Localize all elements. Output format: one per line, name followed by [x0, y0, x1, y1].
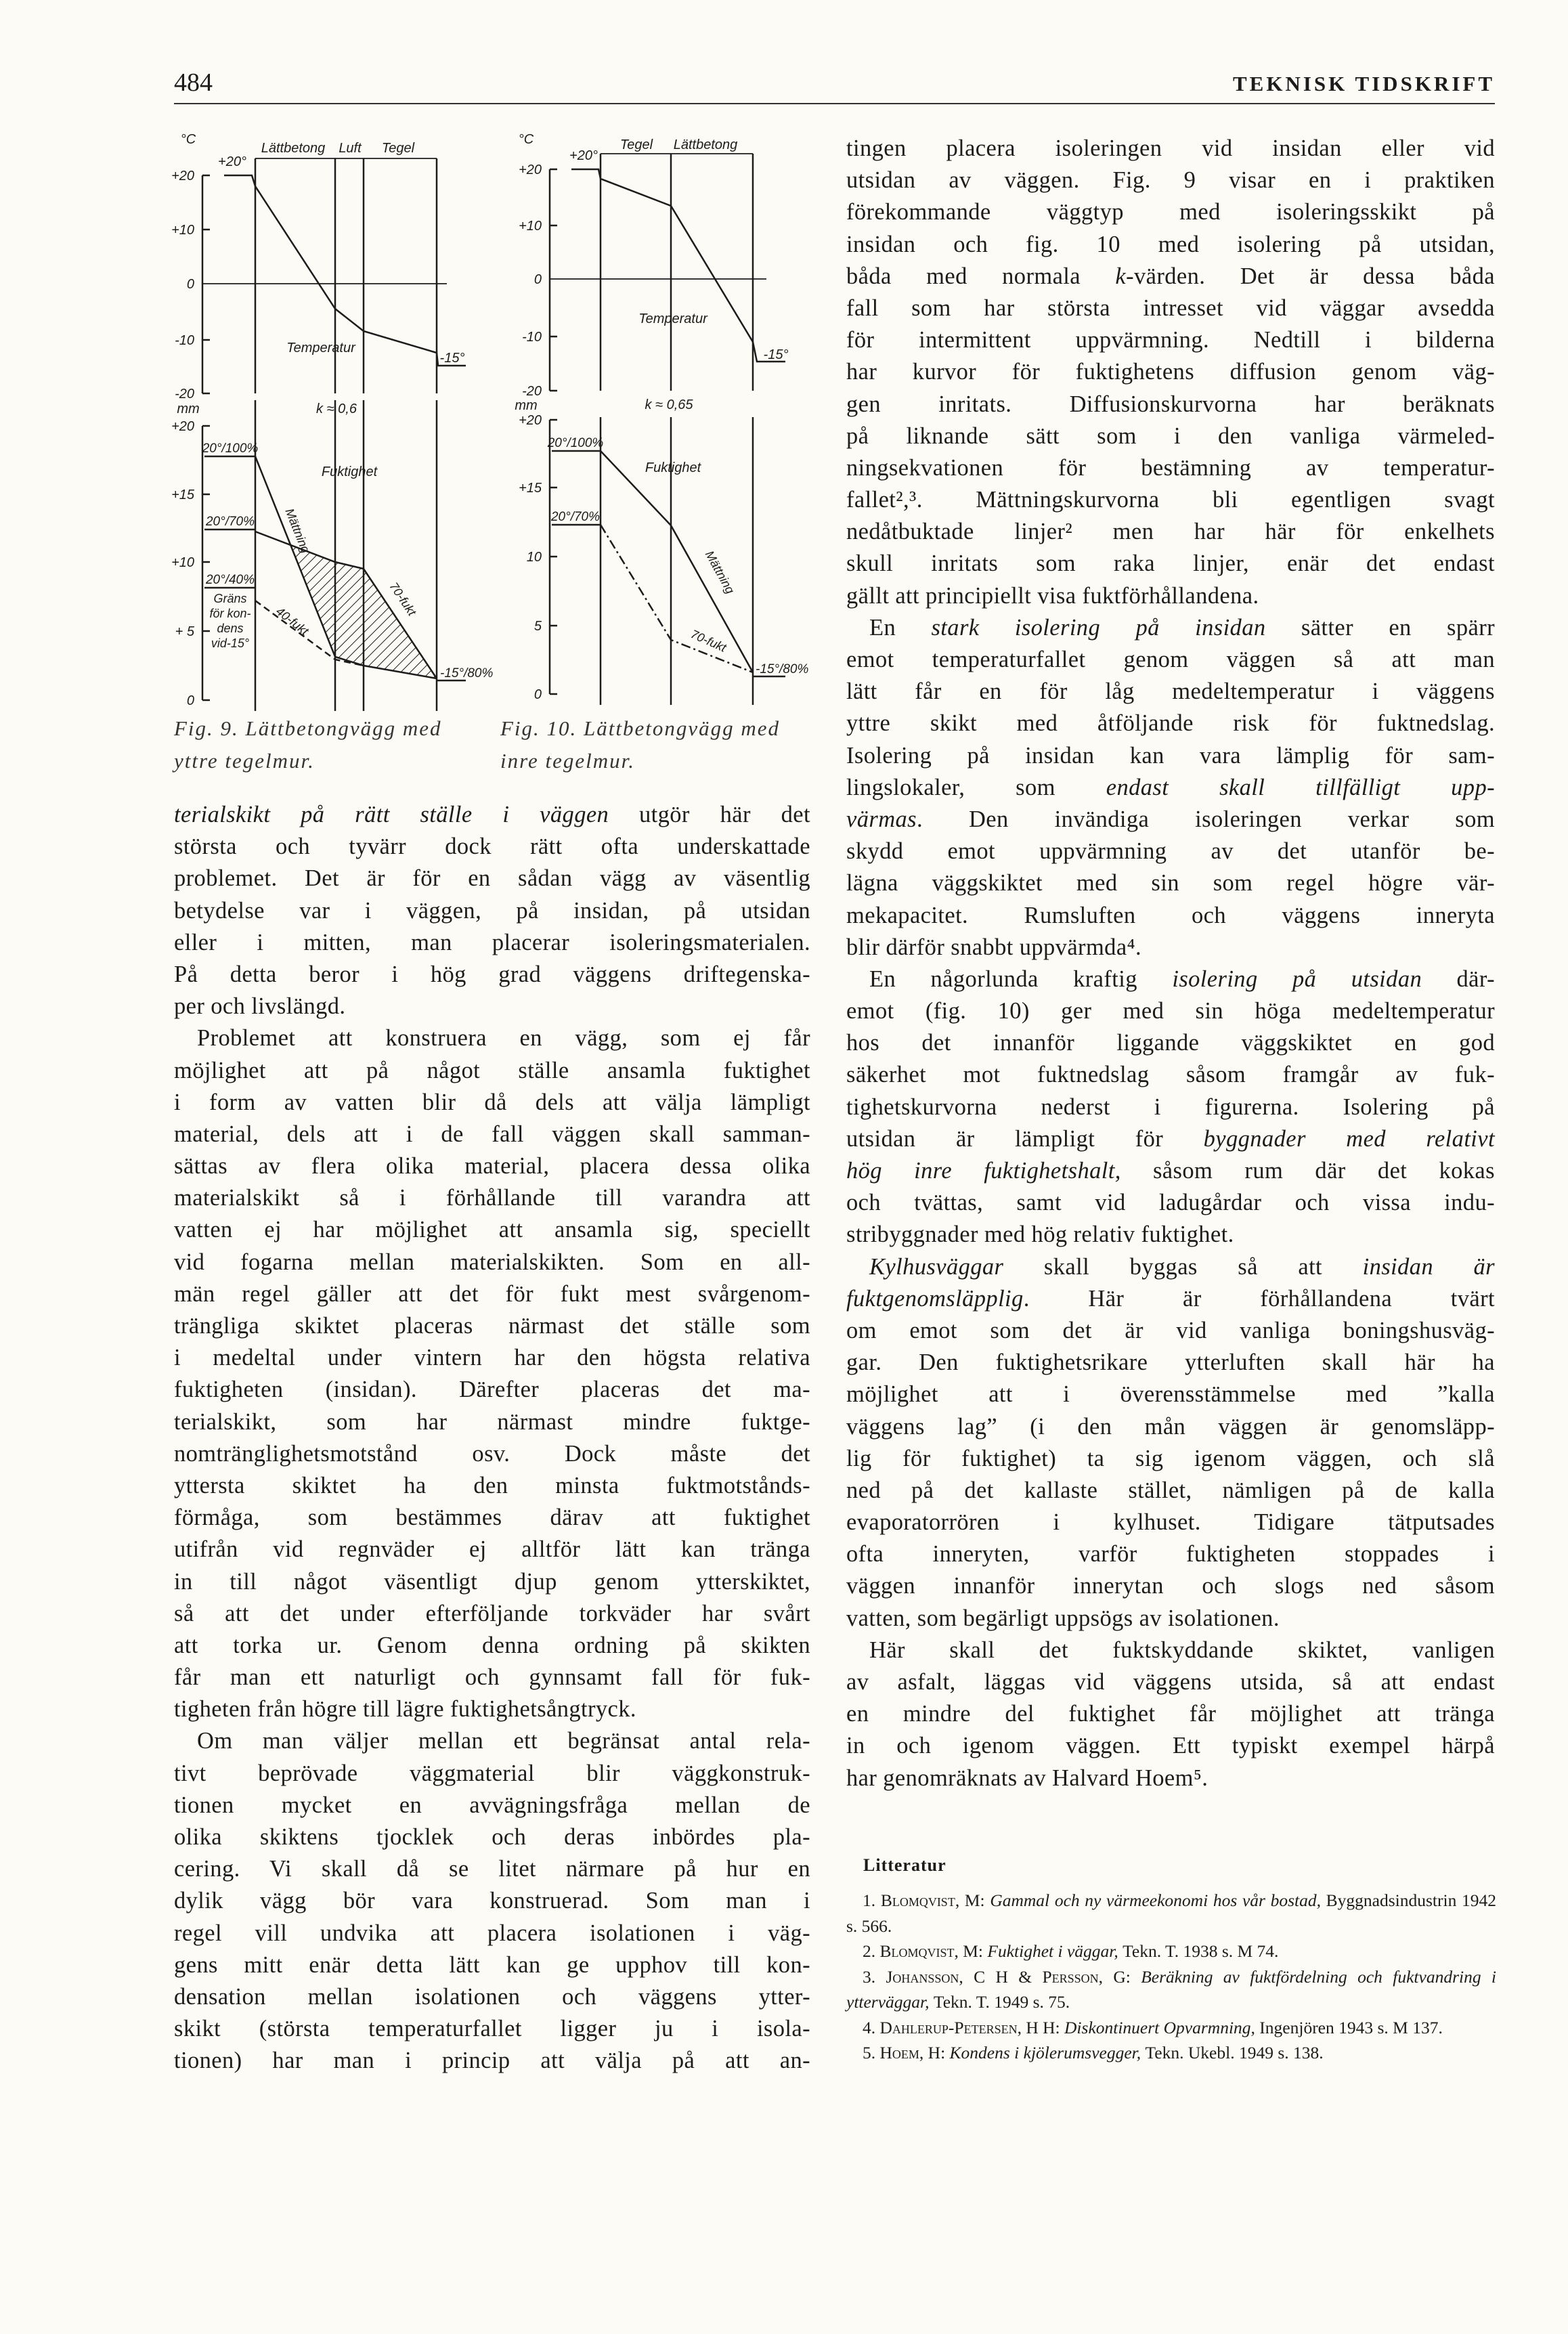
reference-num: 1. [863, 1890, 881, 1910]
text: emot (fig. 10) ger med sin höga medeltemperatur [846, 998, 1495, 1024]
italic-text: stark isolering på insidan [931, 614, 1266, 641]
text: tingen placera isoleringen vid insidan eller vid [846, 135, 1495, 161]
text: säkerhet mot fuktnedslag såsom framgår av fuk- [846, 1062, 1495, 1088]
text: regel vill undvika att placera isolationen i väg- [174, 1920, 810, 1946]
fig10-tick: 0 [533, 272, 542, 287]
reference-au: Johansson, C H & Persson, G: [886, 1966, 1141, 1987]
fig10-tick: 10 [526, 550, 542, 565]
fig9-moisture-label: Fuktighet [321, 464, 378, 479]
text-line [174, 863, 810, 894]
text: tighetskurvorna nederst i figurerna. Isolering på [846, 1094, 1495, 1120]
text: ningsekvationen för bestämning av temperatur- [846, 454, 1495, 481]
text: tionen mycket en avvägningsfråga mellan de [174, 1792, 810, 1818]
fig9-outside-temp: -15° [439, 351, 465, 366]
text: gar. Den fuktighetsrikare ytterluften skall här ha [846, 1349, 1495, 1376]
text-line [846, 1443, 1495, 1475]
text: ned på det kallaste stället, nämligen på de kalla [846, 1477, 1495, 1503]
text-line [846, 293, 1495, 324]
caption-line: Fig. 10. Lättbetongvägg med [500, 716, 781, 740]
text-line [174, 1534, 810, 1565]
text-line [174, 1790, 810, 1821]
fig9-limit-note: dens [217, 622, 244, 635]
text-line [174, 959, 810, 991]
text-line [846, 1603, 1495, 1635]
text-line [846, 1347, 1495, 1379]
fig9-level-label: 20°/40% [205, 573, 255, 587]
reference-ti: Gammal och ny värmeekonomi hos vår bostad, [990, 1890, 1326, 1910]
text: utifrån vid regnväder ej alltför lätt kan tränga [174, 1536, 810, 1563]
text: in till något väsentligt djup genom ytterskiktet, [174, 1568, 810, 1595]
text-line [846, 1059, 1495, 1091]
text-line [174, 1406, 810, 1438]
text: eller i mitten, man placerar isoleringsmaterialen. [174, 929, 810, 955]
literature-heading: Litteratur [863, 1855, 946, 1875]
text: gens mitt enär detta lätt kan ge upphov till kon- [174, 1951, 810, 1978]
text-line [846, 612, 1495, 644]
text: cering. Vi skall då se litet närmare på hur en [174, 1856, 810, 1882]
reference-num: 3. [863, 1966, 886, 1987]
reference-item [846, 1939, 1496, 1964]
text-line [846, 1730, 1495, 1762]
text: lig för fuktighet) ta sig igenom väggen, och slå [846, 1445, 1495, 1471]
fig9-caption [174, 712, 442, 777]
text-line [846, 708, 1495, 739]
italic-text: k [1115, 263, 1127, 289]
text-line [846, 420, 1495, 452]
reference-ti: Beräkning av fuktfördelning och fuktvandring i ytterväggar, [846, 1966, 1497, 2012]
text-line [174, 1693, 810, 1725]
text-line [846, 196, 1495, 228]
text: skall byggas så att [1003, 1253, 1363, 1280]
text-line [846, 1155, 1495, 1187]
text: en mindre del fuktighet får möjlighet att tränga [846, 1701, 1495, 1727]
text-line [174, 1470, 810, 1502]
text: förekommande väggtyp med isoleringsskikt på [846, 199, 1495, 225]
fig10-tick: +20 [519, 163, 542, 177]
italic-text: värmas [846, 806, 917, 832]
text: tionen) har man i princip att välja på att an- [174, 2048, 810, 2074]
text-line [174, 1758, 810, 1790]
text: får man ett naturligt och gynnsamt fall för fuk- [174, 1664, 810, 1691]
reference-au: Blomqvist, M: [879, 1941, 988, 1961]
text-line [846, 580, 1495, 612]
text-line [174, 991, 810, 1022]
text: En någorlunda kraftig [869, 966, 1173, 992]
text: materialskikt så i förhållande till varandra att [174, 1185, 810, 1211]
caption-line: Fig. 9. Lättbetongvägg med [174, 716, 442, 740]
text: På detta beror i hög grad väggens driftegenska- [174, 961, 810, 987]
fig9-temperature-curve [224, 175, 466, 366]
text: vatten ej har möjlighet att ansamla sig, speciellt [174, 1217, 810, 1243]
text-line [174, 1247, 810, 1278]
text-line [846, 1379, 1495, 1410]
text-line [846, 484, 1495, 516]
fig9-70-label: 70-fukt [387, 580, 419, 619]
fig9-unit-top: °C [180, 132, 196, 147]
text-line [174, 1310, 810, 1342]
text-line [174, 1087, 810, 1119]
text-line [846, 1666, 1495, 1698]
reference-item [846, 2015, 1496, 2041]
text-line [846, 1092, 1495, 1123]
text-line [174, 1821, 810, 1853]
text: största och tyvärr dock rätt ofta underskattade [174, 834, 810, 860]
text-line [846, 1635, 1495, 1666]
text: Isolering på insidan kan vara lämplig för sam- [846, 742, 1495, 769]
journal-title: TEKNISK TIDSKRIFT [1232, 72, 1495, 95]
text-line [174, 1566, 810, 1598]
text: förmåga, som bestämmes därav att fuktighet [174, 1505, 810, 1531]
text-line [174, 1949, 810, 1981]
text: material, dels att i de fall väggen skall samman- [174, 1121, 810, 1147]
text-line [846, 452, 1495, 484]
text: män regel gäller att det för fukt mest svårgenom- [174, 1280, 810, 1307]
text: terialskikt, som har närmast mindre fuktge- [174, 1408, 810, 1435]
right-column-text [846, 133, 1495, 1794]
reference-num: 4. [863, 2017, 880, 2037]
fig10-tick: 0 [533, 687, 542, 702]
text: mekapacitet. Rumsluften och väggens inneryta [846, 902, 1495, 928]
text: gällt att principiellt visa fuktförhållandena. [846, 582, 1259, 609]
fig9-tick: -10 [175, 333, 194, 348]
text: utsidan är lämpligt för [846, 1125, 1204, 1152]
text-line [174, 1981, 810, 2013]
fig10-tick: -20 [522, 384, 542, 399]
text: på liknande sätt som i den vanliga värmeled- [846, 423, 1495, 449]
text: lätt får en för låg medeltemperatur i väggens [846, 678, 1495, 705]
text: lingslokaler, som [846, 774, 1106, 800]
italic-text: byggnader med relativt [1203, 1125, 1495, 1152]
reference-rest: Tekn. T. 1949 s. 75. [933, 1992, 1070, 2012]
text: där- [1422, 966, 1495, 992]
text-line [846, 133, 1495, 165]
italic-text: endast skall tillfälligt upp- [1106, 774, 1495, 800]
text-line [174, 1885, 810, 1917]
caption-line: yttre tegelmur. [174, 749, 315, 773]
fig9-tick: +15 [171, 488, 194, 502]
fig9-layer-label: Lättbetong [261, 141, 326, 156]
text-line [174, 831, 810, 863]
text-line [846, 1283, 1495, 1315]
reference-au: Dahlerup-Petersen, H H: [879, 2017, 1065, 2037]
text-line [846, 1251, 1495, 1283]
text-line [174, 1150, 810, 1182]
text-line [846, 836, 1495, 867]
text: blir därför snabbt uppvärmda⁴. [846, 934, 1141, 960]
fig10-tick: +15 [519, 481, 542, 496]
fig10-k-value: k ≈ 0,65 [645, 397, 693, 412]
fig10-labels [515, 132, 808, 702]
reference-au: Blomqvist, M: [880, 1890, 990, 1910]
text-line [846, 1123, 1495, 1155]
text-line [846, 644, 1495, 676]
italic-text: Kylhusväggar [869, 1253, 1004, 1280]
fig9-tick: +20 [171, 419, 194, 434]
text-line [846, 932, 1495, 964]
text: såsom rum där det kokas [1120, 1158, 1495, 1184]
fig9-tick: -20 [175, 387, 194, 402]
reference-ti: Diskontinuert Opvarmning, [1064, 2017, 1260, 2037]
text: fallet²,³. Mättningskurvorna bli egentligen svagt [846, 487, 1495, 513]
text: betydelse var i väggen, på insidan, på utsidan [174, 897, 810, 924]
reference-au: Hoem, H: [879, 2043, 950, 2062]
reference-num: 5. [863, 2043, 880, 2062]
fig9-level-label: 20°/100% [202, 441, 259, 456]
text: yttersta skiktet ha den minsta fuktmotstånds- [174, 1472, 810, 1498]
text: för intermittent uppvärmning. Nedtill i bilderna [846, 327, 1495, 353]
text-line [846, 676, 1495, 708]
fig9-tick: +10 [171, 555, 194, 570]
text-line [846, 740, 1495, 772]
text: . Den invändiga isoleringen verkar som [916, 806, 1495, 832]
text: En [869, 614, 932, 641]
text-line [174, 1502, 810, 1534]
text-line [846, 1315, 1495, 1347]
text-line [846, 548, 1495, 580]
text-line [846, 389, 1495, 420]
text: lägna väggskiktet med sin som regel högre vär- [846, 870, 1495, 896]
fig10-70-label: 70-fukt [689, 627, 728, 655]
text-line [846, 165, 1495, 196]
reference-ti: Kondens i kjölerumsvegger, [949, 2043, 1146, 2062]
fig10-temperature-label: Temperatur [638, 311, 707, 326]
text: trängliga skiktet placeras närmast det ställe som [174, 1313, 810, 1339]
text-line [174, 1918, 810, 1949]
fig10-unit-top: °C [518, 132, 534, 147]
text-line [174, 927, 810, 959]
text: vatten, som begärligt uppsögs av isolationen. [846, 1605, 1280, 1631]
text: väggen innanför innerytan och slogs ned såsom [846, 1573, 1495, 1599]
text-line [846, 324, 1495, 356]
text-line [174, 799, 810, 831]
caption-line: inre tegelmur. [500, 749, 636, 773]
text: densation mellan isolationen och väggens ytter- [174, 1983, 810, 2010]
fig10-inside-temp: +20° [569, 148, 598, 163]
text: per och livslängd. [174, 993, 346, 1020]
text-line [174, 1725, 810, 1757]
italic-text: fuktgenomsläpplig [846, 1285, 1024, 1312]
text: ofta inneryten, varför fuktigheten stoppades i [846, 1541, 1495, 1568]
text: olika skiktens tjocklek och deras inbördes pla- [174, 1824, 810, 1850]
text: tivt beprövade väggmaterial blir väggkonstruk- [174, 1760, 810, 1786]
italic-text: terialskikt på rätt ställe i väggen [174, 802, 609, 827]
reference-rest: Tekn. Ukebl. 1949 s. 138. [1145, 2043, 1324, 2062]
reference-num: 2. [863, 1941, 880, 1961]
fig9-40-label: 40-fukt [273, 604, 311, 639]
text: att torka ur. Genom denna ordning på skikten [174, 1632, 810, 1658]
text: om emot som det är vid vanliga boningshusväg- [846, 1317, 1495, 1343]
text-line [846, 1763, 1495, 1794]
fig10-level-label: 20°/70% [550, 510, 601, 524]
fig9-k-value: k ≈ 0,6 [316, 402, 357, 416]
text-line [174, 1119, 810, 1150]
left-column-text [174, 799, 810, 2077]
text: in och igenom väggen. Ett typiskt exempel härpå [846, 1733, 1495, 1759]
fig9-tick: 0 [186, 693, 194, 708]
fig10-70-curve [601, 525, 753, 672]
text: insidan och fig. 10 med isolering på utsidan, [846, 231, 1495, 257]
reference-item [846, 2040, 1496, 2066]
text-line [846, 1475, 1495, 1507]
fig10-layer-label: Tegel [619, 137, 653, 152]
text-line [174, 1662, 810, 1693]
text-line [846, 867, 1495, 899]
text-line [174, 1055, 810, 1087]
fig10-diagram [550, 154, 785, 705]
fig9-inside-temp: +20° [218, 154, 246, 169]
text-line [174, 1438, 810, 1470]
fig9-tick: + 5 [175, 624, 194, 639]
italic-text: insidan är [1362, 1253, 1495, 1280]
text-line [174, 1022, 810, 1054]
text: båda med normala [846, 263, 1116, 289]
reference-rest: Tekn. T. 1938 s. M 74. [1123, 1941, 1279, 1961]
fig9-tick: +20 [171, 169, 194, 183]
fig9-limit-note: för kon- [209, 607, 251, 620]
text-line [846, 772, 1495, 804]
text: utsidan av väggen. Fig. 9 visar en i praktiken [846, 167, 1495, 194]
text-line [846, 1570, 1495, 1602]
fig9-saturation-label: Mättning [282, 506, 313, 555]
text: tigheten från högre till lägre fuktighetsångtryck. [174, 1696, 636, 1723]
fig10-layer-label: Lättbetong [673, 137, 738, 152]
text: utgör här det [609, 802, 810, 827]
text: stribyggnader med hög relativ fuktighet. [846, 1222, 1234, 1248]
text: fall som har största intresset vid väggar avsedda [846, 295, 1495, 321]
text: vid fogarna mellan materialskikten. Som en all- [174, 1249, 810, 1275]
text-line [174, 1853, 810, 1885]
fig9-unit-bottom: mm [177, 402, 200, 416]
fig9-temperature-label: Temperatur [286, 341, 355, 355]
text: Problemet att konstruera en vägg, som ej får [197, 1025, 810, 1052]
text: hos det innanför liggande väggskiktet en god [846, 1030, 1495, 1056]
page-number: 484 [174, 68, 213, 97]
text: skull inritats som raka linjer, enär det endast [846, 550, 1495, 577]
fig9-layer-label: Tegel [381, 141, 415, 156]
fig9-layer-label: Luft [339, 141, 362, 156]
text-line [174, 1342, 810, 1374]
text: -värden. Det är dessa båda [1126, 263, 1495, 289]
italic-text: isolering på utsidan [1172, 966, 1422, 992]
fig10-moisture-label: Fuktighet [645, 460, 701, 475]
text: i medeltal under vintern har den högsta relativa [174, 1345, 810, 1371]
text-line [174, 2013, 810, 2045]
text-line [846, 900, 1495, 932]
text-line [174, 1630, 810, 1662]
fig10-unit-bottom: mm [515, 398, 538, 413]
reference-ti: Fuktighet i väggar, [987, 1941, 1123, 1961]
text-line [846, 1538, 1495, 1570]
fig9-level-label: 20°/70% [205, 515, 255, 529]
text: gen inritats. Diffusionskurvorna har beräknats [846, 391, 1495, 417]
fig9-outside-moisture: -15°/80% [440, 666, 494, 680]
text: fuktigheten (insidan). Därefter placeras det ma- [174, 1377, 810, 1403]
text: skikt (största temperaturfallet ligger ju i isola- [174, 2016, 810, 2042]
fig10-outside-moisture: -15°/80% [756, 662, 809, 676]
fig9-tick: +10 [171, 223, 194, 238]
text-line [846, 1411, 1495, 1443]
text-line [174, 1278, 810, 1310]
text: sättas av flera olika material, placera dessa olika [174, 1153, 810, 1180]
text: nomtränglighetsmotstånd osv. Dock måste det [174, 1440, 810, 1467]
text: och tvättas, samt vid ladugårdar och vissa indu- [846, 1190, 1495, 1216]
fig10-tick: +20 [519, 413, 542, 428]
fig10-caption [500, 712, 780, 777]
fig10-level-label: 20°/100% [547, 436, 604, 450]
text-line [846, 516, 1495, 548]
text-line [174, 1598, 810, 1630]
reference-item [846, 1964, 1496, 2015]
text: yttre skikt med åtföljande risk för fuktnedslag. [846, 710, 1495, 737]
fig10-tick: -10 [522, 330, 542, 345]
fig10-saturation-label: Mättning [702, 548, 737, 597]
fig10-tick: +10 [519, 219, 542, 234]
reference-rest: Ingenjören 1943 s. M 137. [1259, 2017, 1443, 2037]
fig9-limit-note: vid-15° [211, 636, 250, 650]
text: . Här är förhållandena tvärt [1023, 1285, 1495, 1312]
text: emot temperaturfallet genom väggen så att man [846, 647, 1495, 672]
reference-item [846, 1888, 1496, 1939]
text: dylik vägg bör vara konstruerad. Som man i [174, 1888, 810, 1914]
text: möjlighet att på något ställe ansamla fuktighet [174, 1057, 810, 1083]
text-line [846, 995, 1495, 1027]
text: problemet. Det är för en sådan vägg av väsentlig [174, 865, 810, 892]
reference-rest: Byggnadsindustrin 1942 s. 566. [846, 1890, 1497, 1936]
text-line [846, 1219, 1495, 1251]
text: Här skall det fuktskyddande skiktet, vanligen [869, 1637, 1495, 1663]
text: har kurvor för fuktighetens diffusion genom väg- [846, 359, 1495, 385]
text: skydd emot uppvärmning av det utanför be- [846, 838, 1495, 865]
text-line [174, 1374, 810, 1406]
text-line [174, 1182, 810, 1214]
text: evaporatorrören i kylhuset. Tidigare tätputsades [846, 1509, 1495, 1536]
fig9-tick: 0 [186, 277, 194, 292]
text-line [846, 1698, 1495, 1730]
fig9-limit-note: Gräns [213, 592, 247, 605]
text: av asfalt, läggas vid väggens utsida, så att endast [846, 1669, 1495, 1695]
text: nedåtbuktade linjer² men har här för enkelhets [846, 519, 1495, 545]
text: Om man väljer mellan ett begränsat antal rela- [197, 1728, 810, 1754]
text: har genomräknats av Halvard Hoem⁵. [846, 1765, 1208, 1791]
text: möjlighet att i överensstämmelse med ”kalla [846, 1381, 1495, 1408]
text-line [846, 229, 1495, 261]
text-line [846, 356, 1495, 388]
text: så att det under efterföljande torkväder har svårt [174, 1600, 810, 1626]
text-line [846, 1027, 1495, 1059]
fig10-tick: 5 [533, 619, 542, 634]
text: sätter en spärr [1265, 614, 1496, 641]
text-line [846, 964, 1495, 995]
text: väggens lag” (i den mån väggen är genomsläpp- [846, 1413, 1495, 1440]
text-line [846, 804, 1495, 836]
text-line [174, 2045, 810, 2077]
text-line [174, 1214, 810, 1246]
italic-text: hög inre fuktighetshalt, [846, 1158, 1121, 1184]
reference-list [846, 1888, 1496, 2066]
text-line [846, 1507, 1495, 1538]
fig10-outside-temp: -15° [763, 347, 789, 362]
text-line [846, 1187, 1495, 1219]
text-line [174, 895, 810, 927]
text-line [846, 261, 1495, 293]
text: i form av vatten blir då dels att välja lämpligt [174, 1089, 810, 1115]
